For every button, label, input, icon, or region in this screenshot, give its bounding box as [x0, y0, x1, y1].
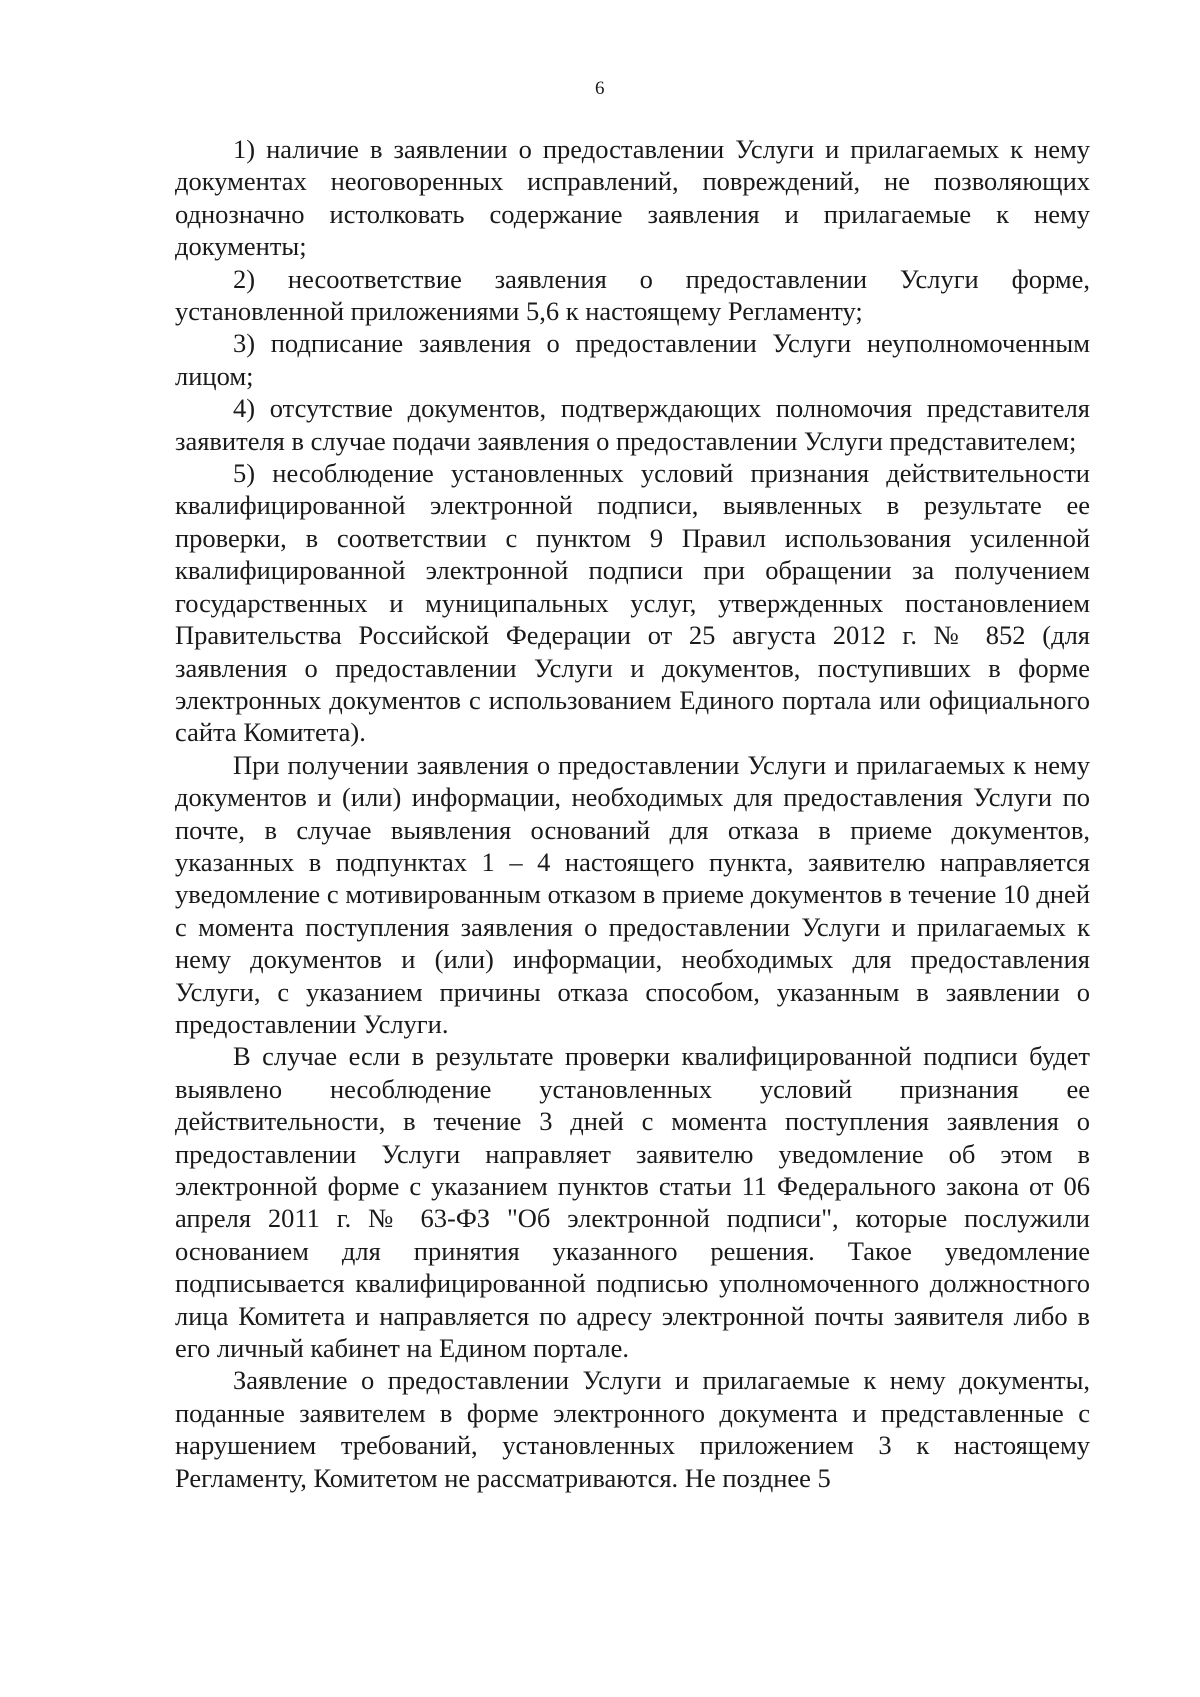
paragraph-item-1: 1) наличие в заявлении о предоставлении Услуги и прилагаемых к нему документах неоговоренных исправлений, повреждений, не позволяющих однозначно истолковать содержание заявления и прилагаемые к нему документы; [175, 134, 1090, 262]
paragraph-postal-refusal: При получении заявления о предоставлении Услуги и прилагаемых к нему документов и (или) информации, необходимых для предоставления Услуги по почте, в случае выявления оснований для отказа в приеме документов, указанных в подпунктах 1 – 4 настоящего пункта, заявителю направляется уведомление с мотивированным отказом в приеме документов в течение 10 дней с момента поступления заявления о предоставлении Услуги и прилагаемых к нему документов и (или) информации, необходимых для предоставления Услуги, с указанием причины отказа способом, указанным в заявлении о предоставлении Услуги. [175, 749, 1090, 1039]
document-body [175, 133, 1090, 1494]
paragraph-item-3: 3) подписание заявления о предоставлении Услуги неуполномоченным лицом; [175, 328, 1090, 391]
paragraph-item-5: 5) несоблюдение установленных условий признания действительности квалифицированной электронной подписи, выявленных в результате ее проверки, в соответствии с пунктом 9 Правил использования усиленной квалифицированной электронной подписи при обращении за получением государственных и муниципальных услуг, утвержденных постановлением Правительства Российской Федерации от 25 августа 2012 г. № 852 (для заявления о предоставлении Услуги и документов, поступивших в форме электронных документов с использованием Единого портала или официального сайта Комитета). [175, 458, 1090, 748]
paragraph-electronic-application: Заявление о предоставлении Услуги и прилагаемые к нему документы, поданные заявителем в форме электронного документа и представленные с нарушением требований, установленных приложением 3 к настоящему Регламенту, Комитетом не рассматриваются. Не позднее 5 [175, 1365, 1090, 1493]
paragraph-item-4: 4) отсутствие документов, подтверждающих полномочия представителя заявителя в случае подачи заявления о предоставлении Услуги представителем; [175, 393, 1090, 456]
paragraph-signature-check: В случае если в результате проверки квалифицированной подписи будет выявлено несоблюдение установленных условий признания ее действительности, в течение 3 дней с момента поступления заявления о предоставлении Услуги направляет заявителю уведомление об этом в электронной форме с указанием пунктов статьи 11 Федерального закона от 06 апреля 2011 г. № 63-ФЗ "Об электронной подписи", которые послужили основанием для принятия указанного решения. Такое уведомление подписывается квалифицированной подписью уполномоченного должностного лица Комитета и направляется по адресу электронной почты заявителя либо в его личный кабинет на Едином портале. [175, 1041, 1090, 1364]
page-number: 6 [595, 78, 605, 99]
paragraph-item-2: 2) несоответствие заявления о предоставлении Услуги форме, установленной приложениями 5,6 к настоящему Регламенту; [175, 263, 1090, 327]
